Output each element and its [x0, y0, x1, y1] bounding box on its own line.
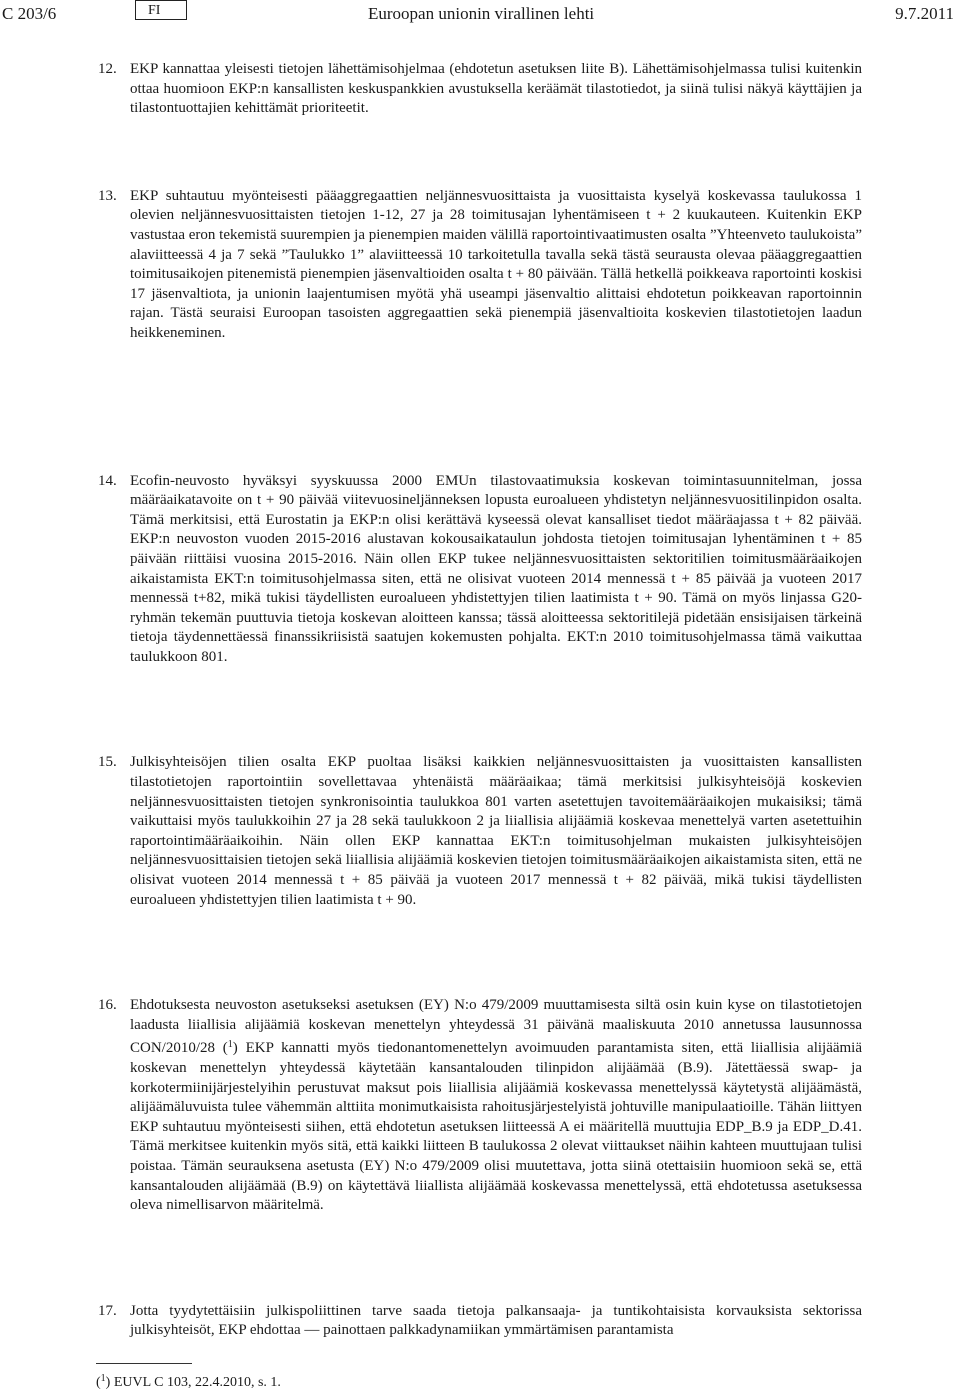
paragraph-text-after: ) EKP kannatti myös tiedonantomenettelyn avoimuuden parantamista siten, että liiallisia alijäämiä koskevan menettelyn yhteydessä käytetään kansantalouden tilinpidon alijäämää (B.9). Jätettäessä swap- ja korkotermiinijärjestelyihin perustuvat maksut pois liiallisia alijäämiä koskevassa menettelyssä käytetystä alijäämästä, alijäämäluvuista tulee vähemmän alttiita monimutkaisista rahoitusjärjestelyistä johtuville manipulaatioille. Tähän liittyen EKP suhtautuu myönteisesti siihen, että ehdotetun asetuksen liitteessä A ei määritellä muuttujia EDP_B.9 ja EDP_D.41. Tämä merkitsee kuitenkin myös sitä, että kaikki liitteen B taulukossa 2 olevat viittaukset näihin kahteen muuttujaan tulisi poistaa. Tämän seurauksena asetusta (EY) N:o 479/2009 olisi muutettava, jotta siinä otettaisiin huomioon sekä se, että kansantalouden alijäämää (B.9) on käytettävä liiallista alijäämää koskevassa menettelyssä, että ehdotetussa asetuksessa oleva nimellisarvon määritelmä.: [130, 1040, 863, 1214]
paragraph-number: 17.: [98, 1302, 117, 1319]
paragraph-number: 15.: [98, 754, 117, 771]
paragraph-14: [98, 472, 862, 668]
paragraph-text: EKP kannattaa yleisesti tietojen lähettämisohjelmaa (ehdotetun asetuksen liite B). Lähettämisohjelmassa tulisi kuitenkin ottaa huomioon EKP:n kansallisten keskuspankkien avustuksella keräämät tilastotiedot, ja siinä tulisi näkyä käyttäjien ja tilastontuottajien kehittämät prioriteetit.: [130, 61, 862, 117]
footnote-text: EUVL C 103, 22.4.2010, s. 1.: [113, 1375, 281, 1390]
paragraph-number: 16.: [98, 997, 117, 1014]
paragraph-15: [98, 753, 862, 910]
footnote-divider: [96, 1363, 192, 1364]
paragraph-17: [98, 1302, 862, 1341]
paragraph-text: Jotta tyydytettäisiin julkispoliittinen tarve saada tietoja palkansaaja- ja tuntikohtaisista korvauksista sektorissa julkisyhteisöt, EKP ehdottaa — painottaen palkkadynamiikan ymmärtämisen parantamista: [130, 1302, 862, 1339]
document-body: [0, 60, 960, 1341]
paragraph-text: Julkisyhteisöjen tilien osalta EKP puoltaa lisäksi kaikkien neljännesvuosittaisten ja vuosittaisten kansallisten tilastotietojen raportointiin sovellettavaa yhtenäistä määräaikaa; tämä merkitsisi julkisyhteisöjä koskevien neljännesvuosittaisten tietojen synkronisointia taulukkoa 801 varten asetettujen tavoitemääräaikojen mukaisiksi; tämä vaikuttaisi myös taulukkoihin 27 ja 28 sekä taulukkoon 2 ja liiallisia alijäämiä koskevaa menettelyä varten asetettuihin raportointimääräaikoihin. Näin ollen EKP kannattaa EKT:n toimitusohjelman mukaisten julkisyhteisöjen neljännesvuosittaisien tietojen sekä liiallisia alijäämiä koskevien tietojen toimitusmääräaikojen aikaistamista siten, että ne olisivat vuoteen 2014 mennessä t + 85 päivää ja vuoteen 2017 mennessä t + 82 päivää, mikä tukisi täydellisten euroalueen yhdistettyjen tilien laatimista t + 90.: [130, 754, 862, 908]
footnote-marker: 1: [100, 1373, 106, 1384]
page-header: [0, 0, 960, 30]
paragraph-number: 13.: [98, 187, 117, 204]
paragraph-12: [98, 60, 862, 119]
language-box: FI: [135, 0, 187, 20]
footnote-reference[interactable]: 1: [227, 1039, 233, 1051]
publication-title: Euroopan unionin virallinen lehti: [368, 4, 595, 23]
paragraph-text: EKP suhtautuu myönteisesti pääaggregaattien neljännesvuosittaista ja vuosittaista kyselyä koskevassa taulukossa 1 olevien neljännesvuosittaisten tietojen 1-12, 27 ja 28 toimitusajan lyhentämiseen t + 2 kuukauteen. Kuitenkin EKP vastustaa eron tekemistä suurempien ja pienempien maiden välillä raportointivaatimusten osalta ”Yhteenveto taulukoista” alaviitteessä 4 ja 7 sekä ”Taulukko 1” alaviitteessä 10 tarkoitetulla tavalla sekä tästä seurausta olevaa pääaggregaattien toimitusaikojen pitenemistä pienempien jäsenvaltioiden osalta t + 80 päivään. Tällä hetkellä poikkeava raportointi koskisi 17 jäsenvaltiota, ja unionin laajentumisen myötä yhä useampi jäsenvaltio alittaisi ehdotetun poikkeavan raportoinnin rajan. Tästä seuraisi Euroopan tasoisten aggregaattien sekä pienempiä jäsenvaltioita koskevien tilastotietojen laadun heikkeneminen.: [130, 187, 862, 341]
paragraph-text: Ecofin-neuvosto hyväksyi syyskuussa 2000 EMUn tilastovaatimuksia koskevan toimintasuunnitelman, jossa määräaikatavoite on t + 90 päivää viitevuosineljänneksen lopusta euroalueen yhdistetyn neljännesvuositilinpidon osalta. Tämä merkitsisi, että Eurostatin ja EKP:n olisi kerättävä kyseessä olevat kansalliset tiedot määräajassa t + 82 päivää. EKP:n neuvoston vuoden 2015-2016 alustavan kokousaikataulun johdosta tietojen toimitusajan lyhentäminen t + 85 päivään riittäisi vuosina 2015-2016. Näin ollen EKP tukee neljännesvuosittaisten sektoritilien toimitusmääräaikojen aikaistamista EKT:n toimitusohjelmassa siten, että ne olisivat vuoteen 2014 mennessä t + 85 päivää ja vuoteen 2017 mennessä t+82, mikä tukisi täydellisten euroalueen yhdistettyjen tilien laatimista t + 90. Tämä on myös linjassa G20-ryhmän tekemän puuttuvia tietoja koskevan aloitteen kanssa; tässä aloitteessa sektoritilejä pidetään ensisijaisen tärkeinä tietoja täydennettäessä finanssikriisistä saatujen kokemusten pohjalta. EKT:n 2010 toimitusohjelmassa tämä vaikuttaa taulukkoon 801.: [130, 472, 862, 665]
paragraph-number: 12.: [98, 61, 117, 77]
page-reference: C 203/6: [2, 4, 57, 23]
publication-date: 9.7.2011: [895, 4, 954, 23]
paragraph-number: 14.: [98, 472, 117, 489]
paragraph-text-before: Ehdotuksesta neuvoston asetukseksi asetuksen (EY) N:o 479/2009 muuttamisesta siltä osin kuin kyse on tilastotietojen laadusta liiallisia alijäämiä koskevan menettelyn yhteydessä 31 päivänä maaliskuuta 2010 annetussa lausunnossa CON/2010/28 (: [130, 997, 862, 1057]
footnote: ($^1$) EUVL C 103, 22.4.2010, s. 1.: [96, 1373, 281, 1390]
paragraph-16: [98, 996, 863, 1216]
paragraph-13: [98, 187, 862, 344]
